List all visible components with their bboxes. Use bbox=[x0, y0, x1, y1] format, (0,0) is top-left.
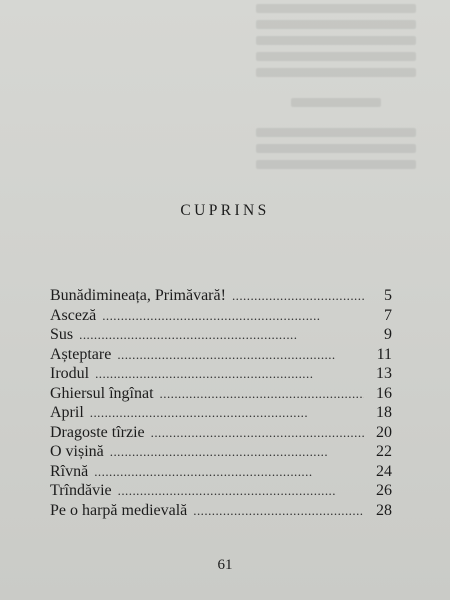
toc-entry-title: Rîvnă bbox=[50, 462, 89, 480]
toc-entry[interactable] bbox=[50, 326, 392, 346]
dot-leader bbox=[102, 308, 364, 324]
toc-entry-page: 11 bbox=[376, 345, 392, 363]
toc-entry-page: 28 bbox=[376, 501, 392, 519]
toc-entry[interactable] bbox=[50, 463, 392, 483]
toc-entry[interactable] bbox=[50, 443, 392, 463]
dot-leader bbox=[160, 386, 364, 402]
toc-entry[interactable] bbox=[50, 502, 392, 522]
dot-leader bbox=[90, 405, 364, 421]
toc-entry[interactable] bbox=[50, 424, 392, 444]
dot-leader bbox=[118, 483, 364, 499]
toc-entry-page: 24 bbox=[376, 462, 392, 480]
dot-leader bbox=[110, 444, 364, 460]
toc-entry-title: Bunădimineața, Primăvară! bbox=[50, 287, 226, 304]
dot-leader bbox=[117, 347, 364, 363]
toc-entry-title: Pe o harpă medievală bbox=[50, 501, 188, 519]
toc-entry-page: 16 bbox=[376, 384, 392, 402]
toc-entry-page: 18 bbox=[376, 404, 392, 421]
toc-entry-title: Trîndăvie bbox=[50, 482, 112, 499]
toc-entry-title: Ghiersul îngînat bbox=[50, 384, 154, 402]
contents-heading: CUPRINS bbox=[180, 202, 270, 219]
toc-entry[interactable] bbox=[50, 346, 392, 366]
toc-entry[interactable] bbox=[50, 404, 392, 424]
dot-leader bbox=[94, 464, 364, 480]
dot-leader bbox=[95, 366, 364, 382]
table-of-contents bbox=[50, 287, 392, 521]
toc-entry-page: 7 bbox=[384, 306, 392, 324]
toc-entry[interactable] bbox=[50, 385, 392, 405]
page-number: 61 bbox=[217, 557, 233, 573]
bleed-through-text bbox=[236, 0, 450, 190]
dot-leader bbox=[79, 327, 364, 343]
toc-entry-page: 22 bbox=[376, 443, 392, 460]
toc-entry-page: 26 bbox=[376, 482, 392, 499]
toc-entry-page: 13 bbox=[376, 365, 392, 382]
dot-leader bbox=[232, 288, 364, 304]
dot-leader bbox=[193, 503, 364, 519]
toc-entry[interactable] bbox=[50, 365, 392, 385]
toc-entry[interactable] bbox=[50, 287, 392, 307]
toc-entry-title: O vișină bbox=[50, 443, 104, 460]
toc-entry-page: 5 bbox=[384, 287, 392, 304]
toc-entry-title: Asceză bbox=[50, 306, 97, 324]
toc-entry-title: April bbox=[50, 404, 84, 421]
toc-entry-title: Dragoste tîrzie bbox=[50, 423, 145, 441]
toc-entry-page: 20 bbox=[376, 423, 392, 441]
toc-entry[interactable] bbox=[50, 482, 392, 502]
toc-entry-title: Irodul bbox=[50, 365, 90, 382]
toc-entry-page: 9 bbox=[384, 326, 392, 343]
toc-entry-title: Sus bbox=[50, 326, 74, 343]
toc-entry[interactable] bbox=[50, 307, 392, 327]
dot-leader bbox=[151, 425, 364, 441]
toc-entry-title: Așteptare bbox=[50, 345, 112, 363]
